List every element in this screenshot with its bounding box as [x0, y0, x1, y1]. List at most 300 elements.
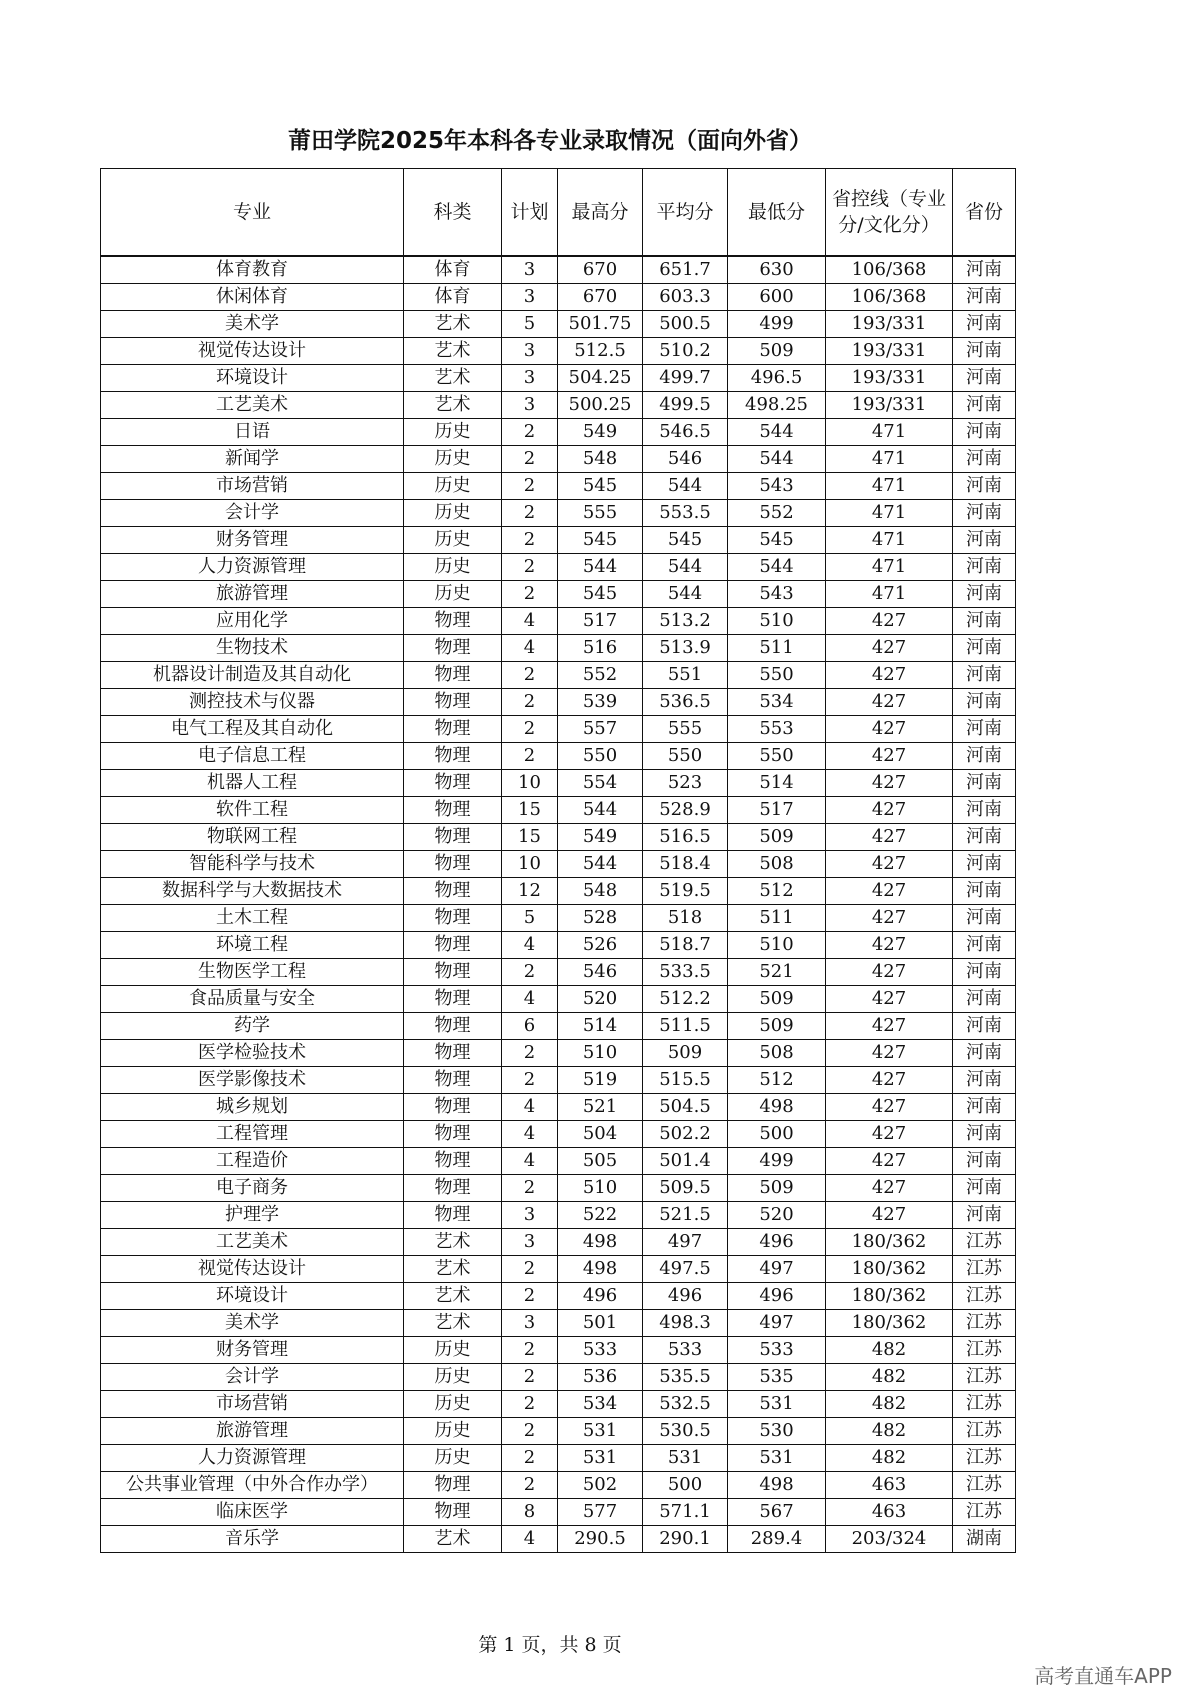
plan-cell: 2	[502, 1040, 558, 1067]
plan-cell: 3	[502, 1229, 558, 1256]
major-cell: 市场营销	[101, 473, 404, 500]
max-score-cell: 544	[558, 797, 643, 824]
plan-cell: 10	[502, 770, 558, 797]
max-score-cell: 531	[558, 1445, 643, 1472]
control-line-cell: 427	[826, 932, 953, 959]
max-score-cell: 536	[558, 1364, 643, 1391]
avg-score-cell: 502.2	[643, 1121, 728, 1148]
province-header: 省份	[953, 169, 1016, 257]
table-row	[101, 1391, 1016, 1418]
avg-score-header: 平均分	[643, 169, 728, 257]
major-cell: 视觉传达设计	[101, 1256, 404, 1283]
max-score-cell: 504.25	[558, 365, 643, 392]
category-cell: 物理	[404, 1040, 502, 1067]
category-cell: 历史	[404, 527, 502, 554]
avg-score-cell: 533	[643, 1337, 728, 1364]
avg-score-cell: 603.3	[643, 284, 728, 311]
table-row	[101, 581, 1016, 608]
avg-score-cell: 513.2	[643, 608, 728, 635]
category-cell: 历史	[404, 473, 502, 500]
province-cell: 河南	[953, 1121, 1016, 1148]
control-line-cell: 106/368	[826, 284, 953, 311]
control-line-cell: 463	[826, 1499, 953, 1526]
control-line-cell: 180/362	[826, 1310, 953, 1337]
max-score-cell: 512.5	[558, 338, 643, 365]
province-cell: 江苏	[953, 1229, 1016, 1256]
min-score-cell: 544	[728, 419, 826, 446]
avg-score-cell: 546.5	[643, 419, 728, 446]
control-line-cell: 193/331	[826, 311, 953, 338]
table-row	[101, 1337, 1016, 1364]
major-cell: 电气工程及其自动化	[101, 716, 404, 743]
category-cell: 历史	[404, 1418, 502, 1445]
category-cell: 物理	[404, 1148, 502, 1175]
avg-score-cell: 532.5	[643, 1391, 728, 1418]
table-row	[101, 716, 1016, 743]
max-score-cell: 520	[558, 986, 643, 1013]
category-cell: 物理	[404, 608, 502, 635]
plan-cell: 3	[502, 392, 558, 419]
min-score-cell: 553	[728, 716, 826, 743]
max-score-cell: 545	[558, 473, 643, 500]
max-score-cell: 516	[558, 635, 643, 662]
avg-score-cell: 550	[643, 743, 728, 770]
province-cell: 河南	[953, 554, 1016, 581]
table-row	[101, 1094, 1016, 1121]
max-score-cell: 670	[558, 256, 643, 284]
min-score-cell: 509	[728, 824, 826, 851]
max-score-cell: 554	[558, 770, 643, 797]
avg-score-cell: 546	[643, 446, 728, 473]
table-row	[101, 1445, 1016, 1472]
avg-score-cell: 544	[643, 473, 728, 500]
category-cell: 历史	[404, 581, 502, 608]
major-cell: 医学影像技术	[101, 1067, 404, 1094]
category-cell: 历史	[404, 1391, 502, 1418]
table-row	[101, 554, 1016, 581]
province-cell: 河南	[953, 284, 1016, 311]
province-cell: 河南	[953, 392, 1016, 419]
min-score-cell: 509	[728, 986, 826, 1013]
category-cell: 历史	[404, 554, 502, 581]
min-score-cell: 498	[728, 1094, 826, 1121]
avg-score-cell: 501.4	[643, 1148, 728, 1175]
table-row	[101, 446, 1016, 473]
max-score-cell: 549	[558, 824, 643, 851]
min-score-cell: 511	[728, 905, 826, 932]
plan-cell: 2	[502, 500, 558, 527]
control-line-cell: 482	[826, 1337, 953, 1364]
control-line-cell: 180/362	[826, 1229, 953, 1256]
major-cell: 财务管理	[101, 527, 404, 554]
min-score-cell: 543	[728, 473, 826, 500]
avg-score-cell: 530.5	[643, 1418, 728, 1445]
province-cell: 河南	[953, 473, 1016, 500]
plan-cell: 2	[502, 1445, 558, 1472]
province-cell: 河南	[953, 500, 1016, 527]
table-row	[101, 1067, 1016, 1094]
control-line-cell: 427	[826, 716, 953, 743]
province-cell: 河南	[953, 716, 1016, 743]
category-cell: 艺术	[404, 1283, 502, 1310]
category-cell: 物理	[404, 959, 502, 986]
table-row	[101, 662, 1016, 689]
control-line-cell: 427	[826, 1040, 953, 1067]
min-score-cell: 497	[728, 1256, 826, 1283]
table-row	[101, 1013, 1016, 1040]
min-score-cell: 630	[728, 256, 826, 284]
avg-score-cell: 515.5	[643, 1067, 728, 1094]
max-score-cell: 544	[558, 554, 643, 581]
table-row	[101, 1256, 1016, 1283]
plan-cell: 2	[502, 1391, 558, 1418]
category-cell: 艺术	[404, 1229, 502, 1256]
major-cell: 电子商务	[101, 1175, 404, 1202]
province-cell: 河南	[953, 905, 1016, 932]
control-line-cell: 427	[826, 1148, 953, 1175]
province-cell: 河南	[953, 365, 1016, 392]
avg-score-cell: 496	[643, 1283, 728, 1310]
plan-cell: 2	[502, 473, 558, 500]
min-score-cell: 498	[728, 1472, 826, 1499]
avg-score-cell: 544	[643, 581, 728, 608]
province-cell: 河南	[953, 1202, 1016, 1229]
table-row	[101, 365, 1016, 392]
min-score-cell: 498.25	[728, 392, 826, 419]
avg-score-cell: 504.5	[643, 1094, 728, 1121]
avg-score-cell: 499.7	[643, 365, 728, 392]
max-score-cell: 528	[558, 905, 643, 932]
avg-score-cell: 535.5	[643, 1364, 728, 1391]
plan-cell: 4	[502, 1148, 558, 1175]
table-row	[101, 527, 1016, 554]
plan-cell: 4	[502, 608, 558, 635]
min-score-cell: 552	[728, 500, 826, 527]
table-row	[101, 256, 1016, 284]
province-cell: 河南	[953, 689, 1016, 716]
major-cell: 数据科学与大数据技术	[101, 878, 404, 905]
plan-cell: 12	[502, 878, 558, 905]
table-row	[101, 1202, 1016, 1229]
min-score-cell: 544	[728, 446, 826, 473]
plan-header: 计划	[502, 169, 558, 257]
table-row	[101, 500, 1016, 527]
min-score-cell: 521	[728, 959, 826, 986]
min-score-cell: 512	[728, 1067, 826, 1094]
table-row	[101, 1472, 1016, 1499]
min-score-cell: 508	[728, 1040, 826, 1067]
major-cell: 会计学	[101, 1364, 404, 1391]
province-cell: 河南	[953, 446, 1016, 473]
control-line-cell: 427	[826, 797, 953, 824]
province-cell: 河南	[953, 311, 1016, 338]
control-line-cell: 427	[826, 662, 953, 689]
province-cell: 河南	[953, 1094, 1016, 1121]
category-cell: 物理	[404, 1202, 502, 1229]
control-line-header: 省控线（专业分/文化分）	[826, 169, 953, 257]
min-score-cell: 533	[728, 1337, 826, 1364]
table-row	[101, 419, 1016, 446]
province-cell: 河南	[953, 1175, 1016, 1202]
major-cell: 休闲体育	[101, 284, 404, 311]
min-score-cell: 550	[728, 743, 826, 770]
min-score-cell: 512	[728, 878, 826, 905]
province-cell: 河南	[953, 256, 1016, 284]
province-cell: 河南	[953, 419, 1016, 446]
province-cell: 江苏	[953, 1337, 1016, 1364]
table-row	[101, 1418, 1016, 1445]
category-cell: 物理	[404, 689, 502, 716]
max-score-cell: 498	[558, 1229, 643, 1256]
plan-cell: 3	[502, 256, 558, 284]
plan-cell: 2	[502, 554, 558, 581]
avg-score-cell: 518.4	[643, 851, 728, 878]
min-score-header: 最低分	[728, 169, 826, 257]
province-cell: 河南	[953, 1148, 1016, 1175]
control-line-cell: 427	[826, 905, 953, 932]
province-cell: 江苏	[953, 1418, 1016, 1445]
max-score-cell: 501.75	[558, 311, 643, 338]
province-cell: 河南	[953, 1013, 1016, 1040]
avg-score-cell: 500.5	[643, 311, 728, 338]
avg-score-cell: 290.1	[643, 1526, 728, 1553]
control-line-cell: 427	[826, 1175, 953, 1202]
major-cell: 土木工程	[101, 905, 404, 932]
min-score-cell: 517	[728, 797, 826, 824]
avg-score-cell: 531	[643, 1445, 728, 1472]
table-row	[101, 986, 1016, 1013]
control-line-cell: 427	[826, 635, 953, 662]
avg-score-cell: 510.2	[643, 338, 728, 365]
control-line-cell: 427	[826, 608, 953, 635]
category-cell: 历史	[404, 1364, 502, 1391]
category-cell: 物理	[404, 635, 502, 662]
table-row	[101, 1175, 1016, 1202]
province-cell: 河南	[953, 527, 1016, 554]
plan-cell: 2	[502, 1256, 558, 1283]
min-score-cell: 496	[728, 1229, 826, 1256]
max-score-cell: 522	[558, 1202, 643, 1229]
max-score-cell: 546	[558, 959, 643, 986]
control-line-cell: 427	[826, 1121, 953, 1148]
table-row	[101, 851, 1016, 878]
category-cell: 体育	[404, 284, 502, 311]
max-score-cell: 498	[558, 1256, 643, 1283]
control-line-cell: 427	[826, 1067, 953, 1094]
max-score-cell: 670	[558, 284, 643, 311]
min-score-cell: 510	[728, 608, 826, 635]
plan-cell: 2	[502, 1337, 558, 1364]
major-cell: 护理学	[101, 1202, 404, 1229]
province-cell: 河南	[953, 932, 1016, 959]
category-cell: 历史	[404, 1337, 502, 1364]
max-score-cell: 510	[558, 1175, 643, 1202]
max-score-cell: 519	[558, 1067, 643, 1094]
control-line-cell: 106/368	[826, 256, 953, 284]
control-line-cell: 482	[826, 1391, 953, 1418]
plan-cell: 3	[502, 284, 558, 311]
category-cell: 物理	[404, 1013, 502, 1040]
major-cell: 环境设计	[101, 365, 404, 392]
control-line-cell: 482	[826, 1418, 953, 1445]
category-cell: 物理	[404, 932, 502, 959]
max-score-cell: 504	[558, 1121, 643, 1148]
category-cell: 物理	[404, 743, 502, 770]
category-cell: 历史	[404, 500, 502, 527]
control-line-cell: 427	[826, 824, 953, 851]
avg-score-cell: 497.5	[643, 1256, 728, 1283]
category-cell: 物理	[404, 770, 502, 797]
category-cell: 艺术	[404, 392, 502, 419]
province-cell: 河南	[953, 338, 1016, 365]
avg-score-cell: 499.5	[643, 392, 728, 419]
category-cell: 艺术	[404, 1526, 502, 1553]
avg-score-cell: 512.2	[643, 986, 728, 1013]
max-score-cell: 555	[558, 500, 643, 527]
min-score-cell: 530	[728, 1418, 826, 1445]
province-cell: 江苏	[953, 1499, 1016, 1526]
category-cell: 艺术	[404, 365, 502, 392]
province-cell: 河南	[953, 878, 1016, 905]
plan-cell: 4	[502, 932, 558, 959]
control-line-cell: 471	[826, 554, 953, 581]
min-score-cell: 514	[728, 770, 826, 797]
avg-score-cell: 536.5	[643, 689, 728, 716]
major-cell: 日语	[101, 419, 404, 446]
control-line-cell: 471	[826, 473, 953, 500]
plan-cell: 4	[502, 1526, 558, 1553]
major-cell: 财务管理	[101, 1337, 404, 1364]
control-line-cell: 482	[826, 1364, 953, 1391]
plan-cell: 3	[502, 1202, 558, 1229]
control-line-cell: 463	[826, 1472, 953, 1499]
avg-score-cell: 519.5	[643, 878, 728, 905]
table-row	[101, 1229, 1016, 1256]
control-line-cell: 427	[826, 1013, 953, 1040]
province-cell: 河南	[953, 743, 1016, 770]
min-score-cell: 531	[728, 1445, 826, 1472]
table-row	[101, 689, 1016, 716]
avg-score-cell: 523	[643, 770, 728, 797]
category-cell: 物理	[404, 1067, 502, 1094]
avg-score-cell: 498.3	[643, 1310, 728, 1337]
major-cell: 体育教育	[101, 256, 404, 284]
max-score-cell: 526	[558, 932, 643, 959]
major-cell: 环境工程	[101, 932, 404, 959]
avg-score-cell: 518	[643, 905, 728, 932]
major-cell: 物联网工程	[101, 824, 404, 851]
max-score-cell: 521	[558, 1094, 643, 1121]
major-cell: 环境设计	[101, 1283, 404, 1310]
avg-score-cell: 516.5	[643, 824, 728, 851]
province-cell: 江苏	[953, 1391, 1016, 1418]
major-cell: 工艺美术	[101, 392, 404, 419]
table-row	[101, 1310, 1016, 1337]
control-line-cell: 471	[826, 446, 953, 473]
major-cell: 生物医学工程	[101, 959, 404, 986]
province-cell: 河南	[953, 770, 1016, 797]
category-cell: 物理	[404, 851, 502, 878]
category-cell: 艺术	[404, 338, 502, 365]
avg-score-cell: 544	[643, 554, 728, 581]
control-line-cell: 203/324	[826, 1526, 953, 1553]
major-header: 专业	[101, 169, 404, 257]
plan-cell: 2	[502, 1364, 558, 1391]
table-row	[101, 824, 1016, 851]
province-cell: 江苏	[953, 1310, 1016, 1337]
plan-cell: 2	[502, 743, 558, 770]
plan-cell: 2	[502, 1472, 558, 1499]
category-cell: 物理	[404, 716, 502, 743]
province-cell: 河南	[953, 635, 1016, 662]
min-score-cell: 511	[728, 635, 826, 662]
min-score-cell: 496.5	[728, 365, 826, 392]
category-cell: 物理	[404, 1121, 502, 1148]
control-line-cell: 193/331	[826, 365, 953, 392]
min-score-cell: 500	[728, 1121, 826, 1148]
category-cell: 物理	[404, 1499, 502, 1526]
min-score-cell: 534	[728, 689, 826, 716]
min-score-cell: 497	[728, 1310, 826, 1337]
max-score-cell: 545	[558, 581, 643, 608]
plan-cell: 2	[502, 1283, 558, 1310]
category-cell: 物理	[404, 824, 502, 851]
province-cell: 河南	[953, 797, 1016, 824]
major-cell: 公共事业管理（中外合作办学）	[101, 1472, 404, 1499]
avg-score-cell: 651.7	[643, 256, 728, 284]
category-cell: 物理	[404, 1094, 502, 1121]
table-row	[101, 797, 1016, 824]
major-cell: 生物技术	[101, 635, 404, 662]
avg-score-cell: 513.9	[643, 635, 728, 662]
header-row	[101, 169, 1016, 257]
category-cell: 物理	[404, 662, 502, 689]
watermark: 高考直通车APP	[1034, 1664, 1172, 1688]
min-score-cell: 289.4	[728, 1526, 826, 1553]
major-cell: 会计学	[101, 500, 404, 527]
table-body	[101, 256, 1016, 1553]
table-row	[101, 905, 1016, 932]
major-cell: 旅游管理	[101, 581, 404, 608]
max-score-cell: 539	[558, 689, 643, 716]
control-line-cell: 427	[826, 851, 953, 878]
category-header: 科类	[404, 169, 502, 257]
table-row	[101, 338, 1016, 365]
min-score-cell: 545	[728, 527, 826, 554]
max-score-cell: 502	[558, 1472, 643, 1499]
major-cell: 人力资源管理	[101, 1445, 404, 1472]
avg-score-cell: 509.5	[643, 1175, 728, 1202]
control-line-cell: 427	[826, 959, 953, 986]
avg-score-cell: 511.5	[643, 1013, 728, 1040]
max-score-cell: 552	[558, 662, 643, 689]
plan-cell: 2	[502, 662, 558, 689]
min-score-cell: 520	[728, 1202, 826, 1229]
plan-cell: 5	[502, 905, 558, 932]
admission-table	[100, 168, 1016, 1553]
avg-score-cell: 571.1	[643, 1499, 728, 1526]
major-cell: 机器设计制造及其自动化	[101, 662, 404, 689]
plan-cell: 4	[502, 986, 558, 1013]
control-line-cell: 482	[826, 1445, 953, 1472]
min-score-cell: 510	[728, 932, 826, 959]
table-row	[101, 959, 1016, 986]
plan-cell: 2	[502, 959, 558, 986]
category-cell: 物理	[404, 905, 502, 932]
category-cell: 物理	[404, 797, 502, 824]
max-score-cell: 544	[558, 851, 643, 878]
major-cell: 工程造价	[101, 1148, 404, 1175]
